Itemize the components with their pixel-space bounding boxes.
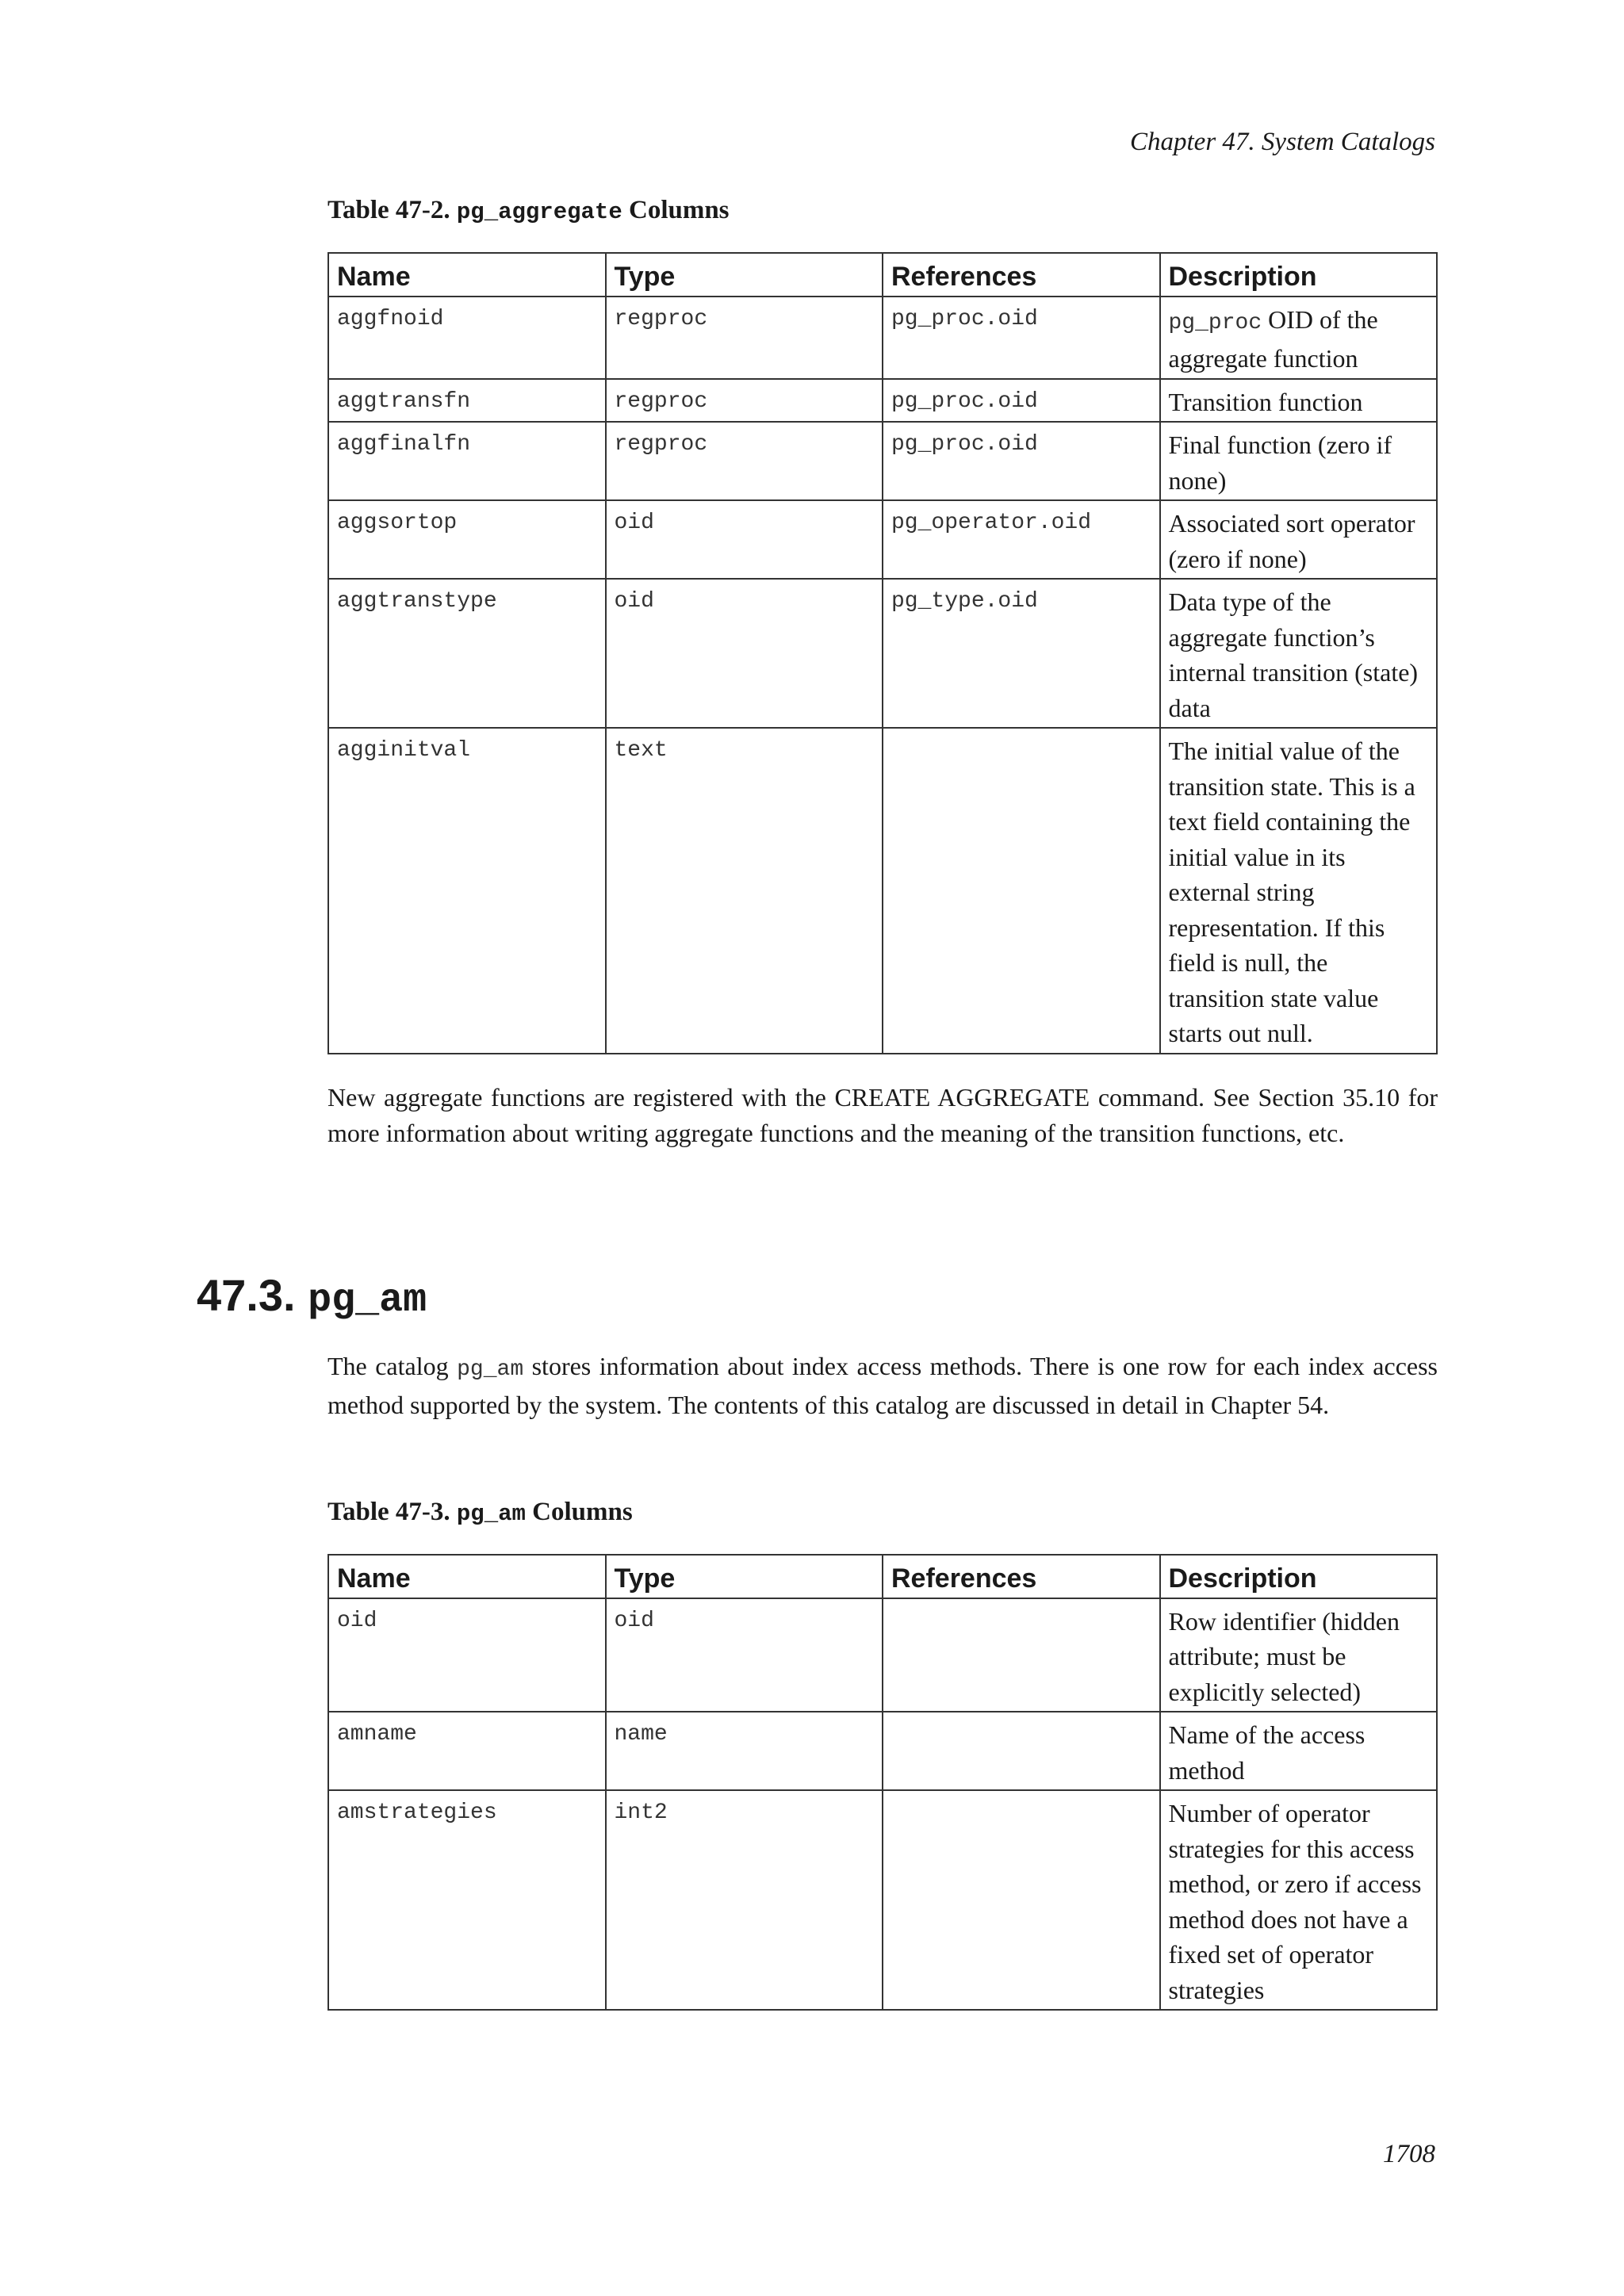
cell-name: aggfnoid [328,297,606,379]
cell-type: regproc [606,297,883,379]
para-text-after: stores information about index access methods. There is one row for each index access method supported by the system. The contents of this catalog are discussed in detail in Chapter 54. [327,1352,1438,1419]
cell-name: amstrategies [328,1790,606,2010]
cell-type: text [606,728,883,1054]
cell-references [883,1598,1160,1712]
cell-name: amname [328,1712,606,1790]
cell-type: oid [606,500,883,579]
pg-aggregate-columns-table [327,252,1438,1054]
para-code: pg_am [457,1357,524,1382]
cell-type: oid [606,579,883,728]
column-header-description: Description [1160,253,1438,297]
caption-suffix: Columns [532,1498,633,1526]
cell-name: agginitval [328,728,606,1054]
cell-description: The initial value of the transition state. This is a text field containing the initial value in its external string representation. If this field is null, the transition state value starts out null. [1160,728,1438,1054]
table-row [328,579,1437,728]
caption-suffix: Columns [628,196,730,224]
cell-description: Row identifier (hidden attribute; must be explicitly selected) [1160,1598,1438,1712]
column-header-references: References [883,1555,1160,1598]
cell-description: Associated sort operator (zero if none) [1160,500,1438,579]
section-code: pg_am [308,1278,427,1323]
cell-description: Transition function [1160,379,1438,423]
caption-prefix: Table 47-2. [327,196,450,224]
caption-code: pg_am [456,1501,526,1527]
pg-am-paragraph [327,1349,1438,1423]
cell-references: pg_proc.oid [883,297,1160,379]
column-header-type: Type [606,253,883,297]
column-header-name: Name [328,1555,606,1598]
table-row [328,297,1437,379]
caption-prefix: Table 47-3. [327,1498,450,1526]
page-number: 1708 [1383,2140,1435,2168]
column-header-references: References [883,253,1160,297]
table-row [328,728,1437,1054]
cell-type: regproc [606,379,883,423]
cell-name: aggfinalfn [328,422,606,500]
cell-type: name [606,1712,883,1790]
cell-references [883,1790,1160,2010]
caption-code: pg_aggregate [456,199,622,225]
cell-references [883,728,1160,1054]
cell-type: int2 [606,1790,883,2010]
table-row [328,1790,1437,2010]
cell-description: Data type of the aggregate function’s internal transition (state) data [1160,579,1438,728]
cell-description [1160,297,1438,379]
table-caption-pg-aggregate [327,195,1438,227]
cell-type: oid [606,1598,883,1712]
table-row [328,422,1437,500]
para-text-before: The catalog [327,1352,458,1380]
column-header-description: Description [1160,1555,1438,1598]
table-row [328,379,1437,423]
table-row [328,1712,1437,1790]
cell-description: Final function (zero if none) [1160,422,1438,500]
description-code: pg_proc [1168,310,1262,335]
cell-type: regproc [606,422,883,500]
cell-name: aggtransfn [328,379,606,423]
section-number: 47.3. [197,1270,296,1320]
table-header-row [328,253,1437,297]
pg-am-columns-table [327,1554,1438,2011]
cell-references: pg_proc.oid [883,422,1160,500]
cell-name: aggsortop [328,500,606,579]
cell-references: pg_type.oid [883,579,1160,728]
column-header-type: Type [606,1555,883,1598]
cell-references [883,1712,1160,1790]
cell-description: Number of operator strategies for this access method, or zero if access method does not have a fixed set of operator strategies [1160,1790,1438,2010]
cell-references: pg_operator.oid [883,500,1160,579]
running-header: Chapter 47. System Catalogs [1130,128,1435,156]
cell-references: pg_proc.oid [883,379,1160,423]
table-caption-pg-am [327,1497,1438,1529]
cell-description: Name of the access method [1160,1712,1438,1790]
aggregate-paragraph: New aggregate functions are registered with the CREATE AGGREGATE command. See Section 35.10 for more information about writing aggregate functions and the meaning of the transition functions, etc. [327,1083,1438,1147]
description-text: OID of the aggregate function [1168,304,1378,373]
section-heading-pg-am [197,1269,427,1325]
table-header-row [328,1555,1437,1598]
cell-name: aggtranstype [328,579,606,728]
table-row [328,500,1437,579]
cell-name: oid [328,1598,606,1712]
column-header-name: Name [328,253,606,297]
table-row [328,1598,1437,1712]
